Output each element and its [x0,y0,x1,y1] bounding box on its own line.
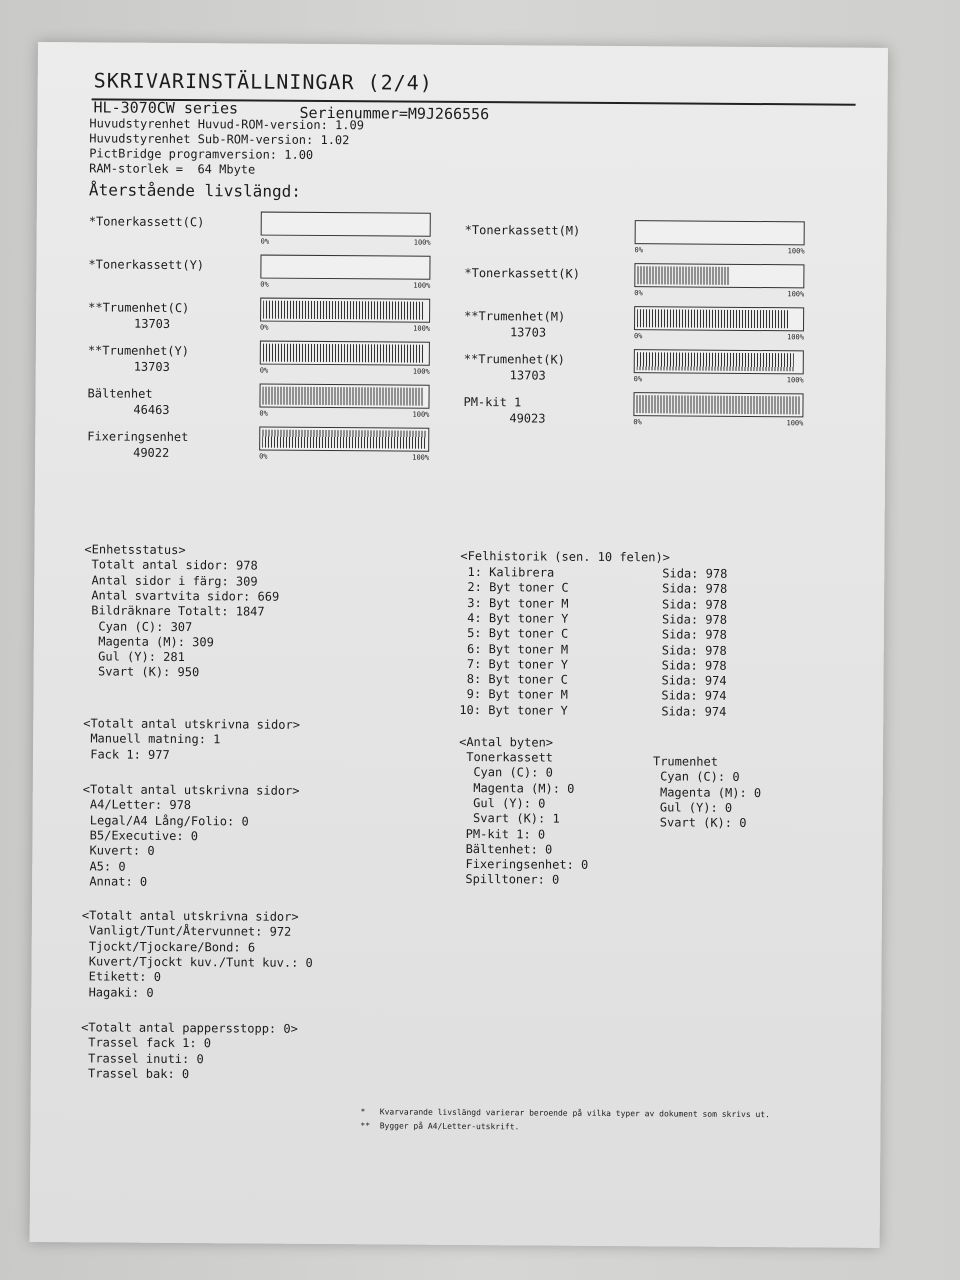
model-name: HL-3070CW series [93,98,239,118]
section-line: Trassel fack 1: 0 [80,1035,212,1051]
gauge-bar [261,212,431,237]
error-page: Sida: 974 [661,673,727,688]
footnote: * Kvarvarande livslängd varierar beroende på vilka typer av dokument som skrivs ut. [360,1107,770,1120]
section-heading: <Totalt antal utskrivna sidor> [82,782,300,798]
gauge-count: 49023 [509,411,546,426]
gauge-bar [259,427,429,452]
gauge-fill [637,309,788,328]
section-line: Antal svartvita sidor: 669 [84,588,280,604]
error-page: Sida: 978 [662,596,728,612]
gauge-count: 13703 [133,359,170,374]
replacement-line: Bältenhet: 0 [458,841,553,857]
error-page: Sida: 978 [662,581,728,597]
gauge-label: Bältenhet [87,386,153,401]
section-line: Vanligt/Tunt/Återvunnet: 972 [81,923,292,940]
gauge-scale [634,289,805,299]
page-title: SKRIVARINSTÄLLNINGAR (2/4) [93,68,433,95]
scale-min: 0% [634,289,643,298]
replacement-line: Gul (Y): 0 [458,795,546,811]
error-entry: 3: Byt toner M [460,595,569,611]
section-line: Manuell matning: 1 [83,731,221,747]
error-page: Sida: 978 [661,642,727,658]
scale-min: 0% [633,375,643,384]
error-page: Sida: 978 [662,566,728,581]
gauge-bar [634,349,804,374]
scale-max: 100% [413,281,431,290]
section-line: B5/Executive: 0 [82,828,199,844]
gauge-label: *Tonerkassett(C) [88,214,205,230]
replacement-line: Tonerkassett [458,749,553,765]
error-page: Sida: 974 [661,688,727,704]
printout-page [30,42,888,1248]
gauge-fill [636,395,800,414]
gauge-label: *Tonerkassett(M) [464,222,581,238]
gauge-label: *Tonerkassett(Y) [88,257,205,273]
gauge-label: Fixeringsenhet [87,429,189,445]
replacement-line: Svart (K): 0 [652,815,747,831]
gauge-scale [259,366,430,376]
gauge-fill [262,387,423,406]
error-entry: 5: Byt toner C [459,626,569,641]
section-line: Svart (K): 950 [83,664,200,680]
section-line: Fack 1: 977 [82,746,170,762]
gauge-count: 46463 [133,402,170,417]
gauge-bar [259,384,429,409]
serial-number: Serienummer=M9J266556 [299,103,490,124]
replacement-line: Fixeringsenhet: 0 [458,857,589,872]
gauge-scale [259,452,430,462]
replacement-line: Cyan (C): 0 [652,769,740,785]
replacement-line: Magenta (M): 0 [458,780,575,796]
replacement-line: Trumenhet [652,754,719,769]
error-page: Sida: 978 [661,627,727,643]
section-line: Kuvert: 0 [82,843,155,859]
section-line: Trassel bak: 0 [80,1066,190,1081]
gauge-bar [633,392,803,417]
section-line: Etikett: 0 [81,969,162,985]
gauge-bar [634,263,804,288]
gauge-count: 49022 [133,445,170,460]
gauge-count: 13703 [509,325,547,340]
replacement-line: Svart (K): 1 [458,811,560,826]
gauge-bar [635,220,805,245]
gauge-scale [633,375,804,385]
section-heading: <Totalt antal utskrivna sidor> [83,716,301,732]
gauge-label: **Trumenhet(Y) [87,343,190,359]
section-line: A5: 0 [82,858,126,874]
section-line: Gul (Y): 281 [83,649,185,665]
section-line: Hagaki: 0 [81,984,154,1000]
gauge-bar [634,306,804,331]
section-line: Kuvert/Tjockt kuv./Tunt kuv.: 0 [81,954,313,970]
gauge-bar [260,255,430,280]
gauge-bar [260,341,430,366]
gauge-label: *Tonerkassett(K) [464,265,581,281]
error-page: Sida: 978 [661,612,728,627]
error-page: Sida: 978 [661,658,727,673]
section-line: Cyan (C): 307 [83,618,193,634]
scale-min: 0% [259,366,269,375]
gauge-scale [634,246,805,256]
scale-min: 0% [633,418,642,427]
gauge-scale [259,409,430,419]
error-entry: 1: Kalibrera [460,564,555,580]
scale-max: 100% [787,247,805,256]
scale-max: 100% [412,453,430,462]
error-entry: 10: Byt toner Y [459,702,568,718]
error-entry: 7: Byt toner Y [459,656,569,672]
error-entry: 9: Byt toner M [459,687,568,703]
section-line: Annat: 0 [82,874,148,889]
replacement-line: Cyan (C): 0 [458,765,553,780]
section-heading: <Totalt antal pappersstopp: 0> [81,1020,298,1036]
gauge-label: **Trumenhet(K) [463,351,566,367]
section-line: A4/Letter: 978 [82,797,192,813]
scale-min: 0% [260,237,270,246]
gauge-label: **Trumenhet(M) [464,308,566,324]
replacements-heading: <Antal byten> [459,734,554,750]
section-line: Magenta (M): 309 [83,634,214,650]
info-line: Huvudstyrenhet Sub-ROM-version: 1.02 [89,131,350,148]
gauge-label: PM-kit 1 [463,394,522,410]
gauge-scale [260,237,431,247]
gauge-scale [633,332,804,342]
error-page: Sida: 974 [661,704,727,719]
error-entry: 8: Byt toner C [459,672,568,687]
scale-max: 100% [786,419,804,428]
footnote: ** Bygger på A4/Letter-utskrift. [360,1121,520,1132]
scale-max: 100% [413,324,431,333]
scale-min: 0% [259,409,268,418]
error-entry: 6: Byt toner M [459,641,569,657]
section-line: Bildräknare Totalt: 1847 [83,603,265,619]
scale-min: 0% [259,323,269,332]
replacement-line: Spilltoner: 0 [458,872,560,888]
gauge-scale [633,418,804,428]
replacement-line: Magenta (M): 0 [652,784,762,800]
info-line: PictBridge programversion: 1.00 [89,146,314,162]
section-line: Tjockt/Tjockare/Bond: 6 [81,938,256,955]
replacement-line: Gul (Y): 0 [652,800,733,815]
scale-max: 100% [787,333,804,342]
section-line: Antal sidor i färg: 309 [84,572,258,589]
scale-max: 100% [413,238,431,247]
gauge-fill [262,430,426,449]
scale-min: 0% [260,280,269,289]
info-line: Huvudstyrenhet Huvud-ROM-version: 1.09 [89,116,365,133]
gauge-count: 13703 [509,368,546,383]
section-line: Trassel inuti: 0 [80,1050,204,1066]
gauge-scale [260,280,431,290]
info-line: RAM-storlek = 64 Mbyte [89,161,256,177]
section-heading: <Enhetsstatus> [84,542,186,558]
gauge-fill [263,344,424,363]
replacement-line: PM-kit 1: 0 [458,826,546,842]
gauge-scale [259,323,431,333]
error-entry: 4: Byt toner Y [459,610,569,626]
scale-max: 100% [412,367,430,376]
gauge-count: 13703 [133,316,171,331]
gauge-fill [637,266,729,285]
section-heading: <Totalt antal utskrivna sidor> [81,908,299,924]
gauge-fill [263,301,424,320]
scale-min: 0% [259,452,268,461]
scale-min: 0% [634,246,644,255]
gauge-label: **Trumenhet(C) [88,300,190,316]
life-heading: Återstående livslängd: [88,180,301,201]
section-line: Legal/A4 Lång/Folio: 0 [82,812,249,829]
gauge-bar [260,298,430,323]
section-line: Totalt antal sidor: 978 [84,557,258,573]
scale-max: 100% [412,410,430,419]
scale-max: 100% [786,376,804,385]
scale-min: 0% [633,332,643,341]
error-entry: 2: Byt toner C [460,580,569,596]
gauge-fill [637,352,795,371]
scale-max: 100% [787,290,805,299]
errors-heading: <Felhistorik (sen. 10 felen)> [460,548,670,565]
